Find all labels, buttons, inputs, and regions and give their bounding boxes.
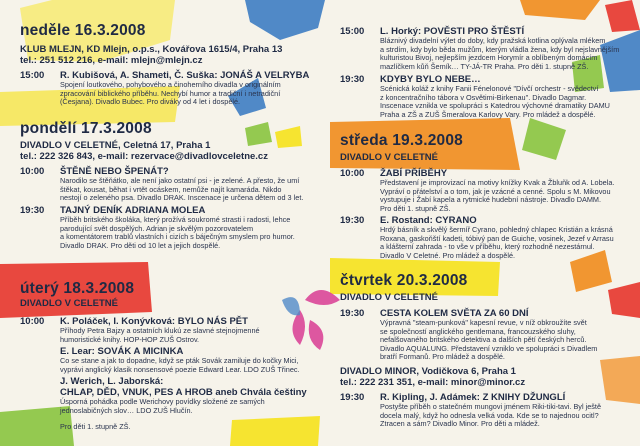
event-time: 15:00 xyxy=(20,70,45,81)
desc-line: Scénická koláž z knihy Fanii Fénelonové "Dívčí orchestr - svědectví xyxy=(380,84,599,93)
event-desc xyxy=(60,327,260,344)
venue-minor xyxy=(340,366,525,388)
day-heading-wednesday: středa 19.3.2008 xyxy=(340,132,463,149)
desc-line: Divadlo V Celetné. Pro mládež a dospělé. xyxy=(380,250,516,260)
event-title: TAJNÝ DENÍK ADRIANA MOLEA xyxy=(60,205,206,216)
day-heading-tuesday: úterý 18.3.2008 xyxy=(20,280,135,297)
desc-line: štěkat, kousat, běhat i vrtět ocáskem, nemůže najít kamaráda. Nikdo xyxy=(60,184,282,194)
desc-line: Narodilo se štěňátko, ale není jako ostatní psi - je zelené. A přesto, že umí xyxy=(60,176,300,185)
event-title: E. Lear: SOVÁK A MICINKA xyxy=(60,346,184,357)
venue-name: DIVADLO V CELETNÉ, Celetná 17, Praha 1 xyxy=(20,140,211,151)
desc-line: Spojení loutkového, pohybového a činoherního divadla v originálním xyxy=(60,80,281,89)
event-title: R. Kubišová, A. Shameti, Č. Suška: JONÁŠ A VELRYBA xyxy=(60,70,310,81)
desc-line: Divadlo DRAK. Pro děti od 10 let a jejich dospělé. xyxy=(60,240,221,250)
day-heading-monday: pondělí 17.3.2008 xyxy=(20,120,152,137)
event-desc xyxy=(380,403,601,429)
desc-line: Co se stane a jak to dopadne, když se pták Sovák zamiluje do kočky Mici, xyxy=(60,356,299,365)
desc-line: parodující svět dospělých. Adrian je skvělým pozorovatelem xyxy=(60,223,254,233)
event-desc xyxy=(380,226,614,260)
venue-wednesday: DIVADLO V CELETNÉ xyxy=(340,152,438,163)
desc-line: Výpravná "steam-punková" kapesní revue, v níž obkroužíte svět xyxy=(380,318,587,327)
event-desc xyxy=(380,85,610,119)
desc-line: se společností anglického gentlemana, francouzského sluhy, xyxy=(380,326,576,336)
event-time: 19:30 xyxy=(340,308,365,319)
event-tuesday-4 xyxy=(20,387,320,435)
desc-line: a klášterní zahrada - to vše v příběhu, který rozhodně nezestárnul. xyxy=(380,242,595,252)
venue-contact: tel.: 251 512 216, e-mail: mlejn@mlejn.cz xyxy=(20,55,203,66)
event-time: 10:00 xyxy=(20,166,45,177)
event-desc xyxy=(60,216,295,250)
desc-line: Pro děti 1. stupně ZŠ. xyxy=(60,422,131,432)
event-time: 19:30 xyxy=(340,392,365,403)
event-title: J. Werich, L. Jaborská: xyxy=(60,376,164,387)
event-sunday-1 xyxy=(20,70,320,110)
desc-line: zpracování biblického příběhu. Nechybí humor a tradiční i netradiční xyxy=(60,88,281,98)
desc-line: Praha a ZŠ a ZUŠ Šmeralova Karlovy Vary. Pro mládež a dospělé. xyxy=(380,109,596,119)
desc-line: nefalšovaného britského detektiva a dalších pětí českých herců. xyxy=(380,335,587,345)
event-thursday-1 xyxy=(340,308,636,364)
venue-sunday xyxy=(20,44,282,66)
event-sunday-2 xyxy=(340,26,636,72)
event-sunday-3 xyxy=(340,74,636,120)
desc-line: z koncentračního tábora v Osvětimi-Birkenau". Divadlo Dagmar. xyxy=(380,92,587,102)
venue-name: KLUB MLEJN, KD Mlejn, o.p.s., Kovářova 1615/4, Praha 13 xyxy=(20,44,283,55)
event-time: 19:30 xyxy=(340,215,365,226)
event-title: CESTA KOLEM SVĚTA ZA 60 DNÍ xyxy=(380,308,529,319)
event-desc xyxy=(380,37,619,71)
venue-tuesday: DIVADLO V CELETNÉ xyxy=(20,298,118,309)
venue-thursday: DIVADLO V CELETNÉ xyxy=(340,292,438,303)
event-title: E. Rostand: CYRANO xyxy=(380,215,477,226)
event-monday-2 xyxy=(20,205,320,251)
desc-line: Vypráví o přátelství a o tom, jak je vzácné a cenné. Spolu s M. Mikovou xyxy=(380,186,611,196)
desc-line: Příběh britského školáka, který prožívá soukromé strasti i radosti, lehce xyxy=(60,215,291,224)
desc-line: mazlíčkem kůň Šemík… TY-JÁ-TR Praha. Pro děti 1. stupně ZŠ. xyxy=(380,61,589,71)
desc-line: vyprávi anglický klasik nonsensové poezie Edward Lear. LDO ZUŠ Třinec. xyxy=(60,364,300,374)
event-time: 15:00 xyxy=(340,26,365,37)
desc-line: Pro děti 1. stupně ZŠ. xyxy=(380,203,451,213)
desc-line: humoristické knihy. HOP-HOP ZUŠ Ostrov. xyxy=(60,334,200,344)
event-wednesday-1 xyxy=(340,168,636,212)
blue-petal xyxy=(282,297,300,315)
event-title: L. Horký: POVĚSTI PRO ŠTĚSTÍ xyxy=(380,26,525,37)
desc-line: Bláznivý divadelní výlet do doby, kdy pražská kotlina oplývala mlékem xyxy=(380,36,606,45)
event-wednesday-2 xyxy=(340,215,636,261)
event-title: CHLAP, DĚD, VNUK, PES A HROB aneb Chvála češtiny xyxy=(60,387,307,398)
event-time: 19:30 xyxy=(20,205,45,216)
day-heading-sunday: neděle 16.3.2008 xyxy=(20,22,146,39)
desc-line: Roxana, gaskoňští kadeti, tóbivý pan de Guiche, vosinek, Jezef v Arrasu xyxy=(380,233,614,243)
event-title: R. Kipling, J. Adámek: Z KNIHY DŽUNGLÍ xyxy=(380,392,566,403)
venue-monday xyxy=(20,140,268,162)
event-desc xyxy=(60,398,265,432)
event-desc xyxy=(60,177,303,203)
event-title: K. Poláček, I. Konývková: BYLO NÁS PĚT xyxy=(60,316,248,327)
desc-line: docela malý, když ho odnesla velká voda. Kde se to najednou ocitl? xyxy=(380,410,599,420)
event-desc xyxy=(60,81,281,107)
event-time: 10:00 xyxy=(340,168,365,179)
desc-line: jednoslabičných slov… LDO ZUŠ Hlučín. xyxy=(60,405,193,415)
desc-line: Úsporná pohádka podle Werichovy povídky složené ze samých xyxy=(60,397,265,406)
desc-line: vystupuje i Žabí kapela a rytmické hudební nástroje. Divadlo DAMM. xyxy=(380,195,602,205)
desc-line: kulturistou Bivoj, nejlepším jezdcem Horymír a oblíbeným domácím xyxy=(380,53,598,63)
event-monday-1 xyxy=(20,166,320,202)
orange-shape-top-right xyxy=(520,0,600,20)
yellow-shape-mid2 xyxy=(275,126,302,148)
desc-line: Postyšte příběh o statečném mungovi jménem Riki-tiki-tavi. Byl ještě xyxy=(380,402,602,411)
desc-line: Představení je improvizací na motivy knížky Kvak a Žbluňk od A. Lobela. xyxy=(380,178,615,187)
event-title: ŠTĚNĚ NEBO ŠPENÁT? xyxy=(60,166,169,177)
desc-line: a strdím, kdy bylo běda mužům, kterým vládla žena, kdy byl nejslavnějším xyxy=(380,44,620,54)
event-desc xyxy=(60,357,300,374)
desc-line: Příhody Petra Bajzy a ostatních klukú ze slavné stejnojmenné xyxy=(60,326,260,335)
blue-shape-top xyxy=(245,0,325,40)
green-shape-right-mid xyxy=(522,118,566,160)
event-time: 19:30 xyxy=(340,74,365,85)
desc-line: Hrdý básník a skvělý šermíř Cyrano, pohledný chlapec Kristián a krásná xyxy=(380,225,613,234)
desc-line: Divadlo AQUALUNG. Představení vzniklo ve spolupráci s Divadlem xyxy=(380,343,598,353)
desc-line: Inscenace vznikla ve spolupráci s Katedrou výchovné dramatiky DAMU xyxy=(380,101,610,111)
event-desc xyxy=(380,179,614,213)
event-time: 10:00 xyxy=(20,316,45,327)
event-desc xyxy=(380,319,597,362)
event-tuesday-1 xyxy=(20,316,320,344)
desc-line: Ztracen a sám? Divadlo Minor. Pro děti a mládež. xyxy=(380,419,540,429)
desc-line: bratří Formanů. Pro mládež a dospělé. xyxy=(380,352,505,362)
event-title: KDYBY BYLO NEBE… xyxy=(380,74,481,85)
venue-contact: tel.: 222 326 843, e-mail: rezervace@divadlovceletne.cz xyxy=(20,151,268,162)
event-title: ŽABÍ PŘÍBĚHY xyxy=(380,168,448,179)
day-heading-thursday: čtvrtek 20.3.2008 xyxy=(340,272,468,289)
desc-line: a komentátorem trablů vlastních i cizích s báječným smyslem pro humor. xyxy=(60,232,295,242)
desc-line: (Česjana). Divadlo Bubec. Pro diváky od 4 let i dospělé. xyxy=(60,97,241,107)
desc-line: nestojí o zeleného psa. Divadlo DRAK. Inscenace je určena dětem od 3 let. xyxy=(60,193,304,203)
venue-contact: tel.: 222 231 351, e-mail: minor@minor.cz xyxy=(340,377,526,388)
venue-name: DIVADLO MINOR, Vodičkova 6, Praha 1 xyxy=(340,366,516,377)
event-thursday-2 xyxy=(340,392,636,432)
event-tuesday-2 xyxy=(20,346,320,374)
